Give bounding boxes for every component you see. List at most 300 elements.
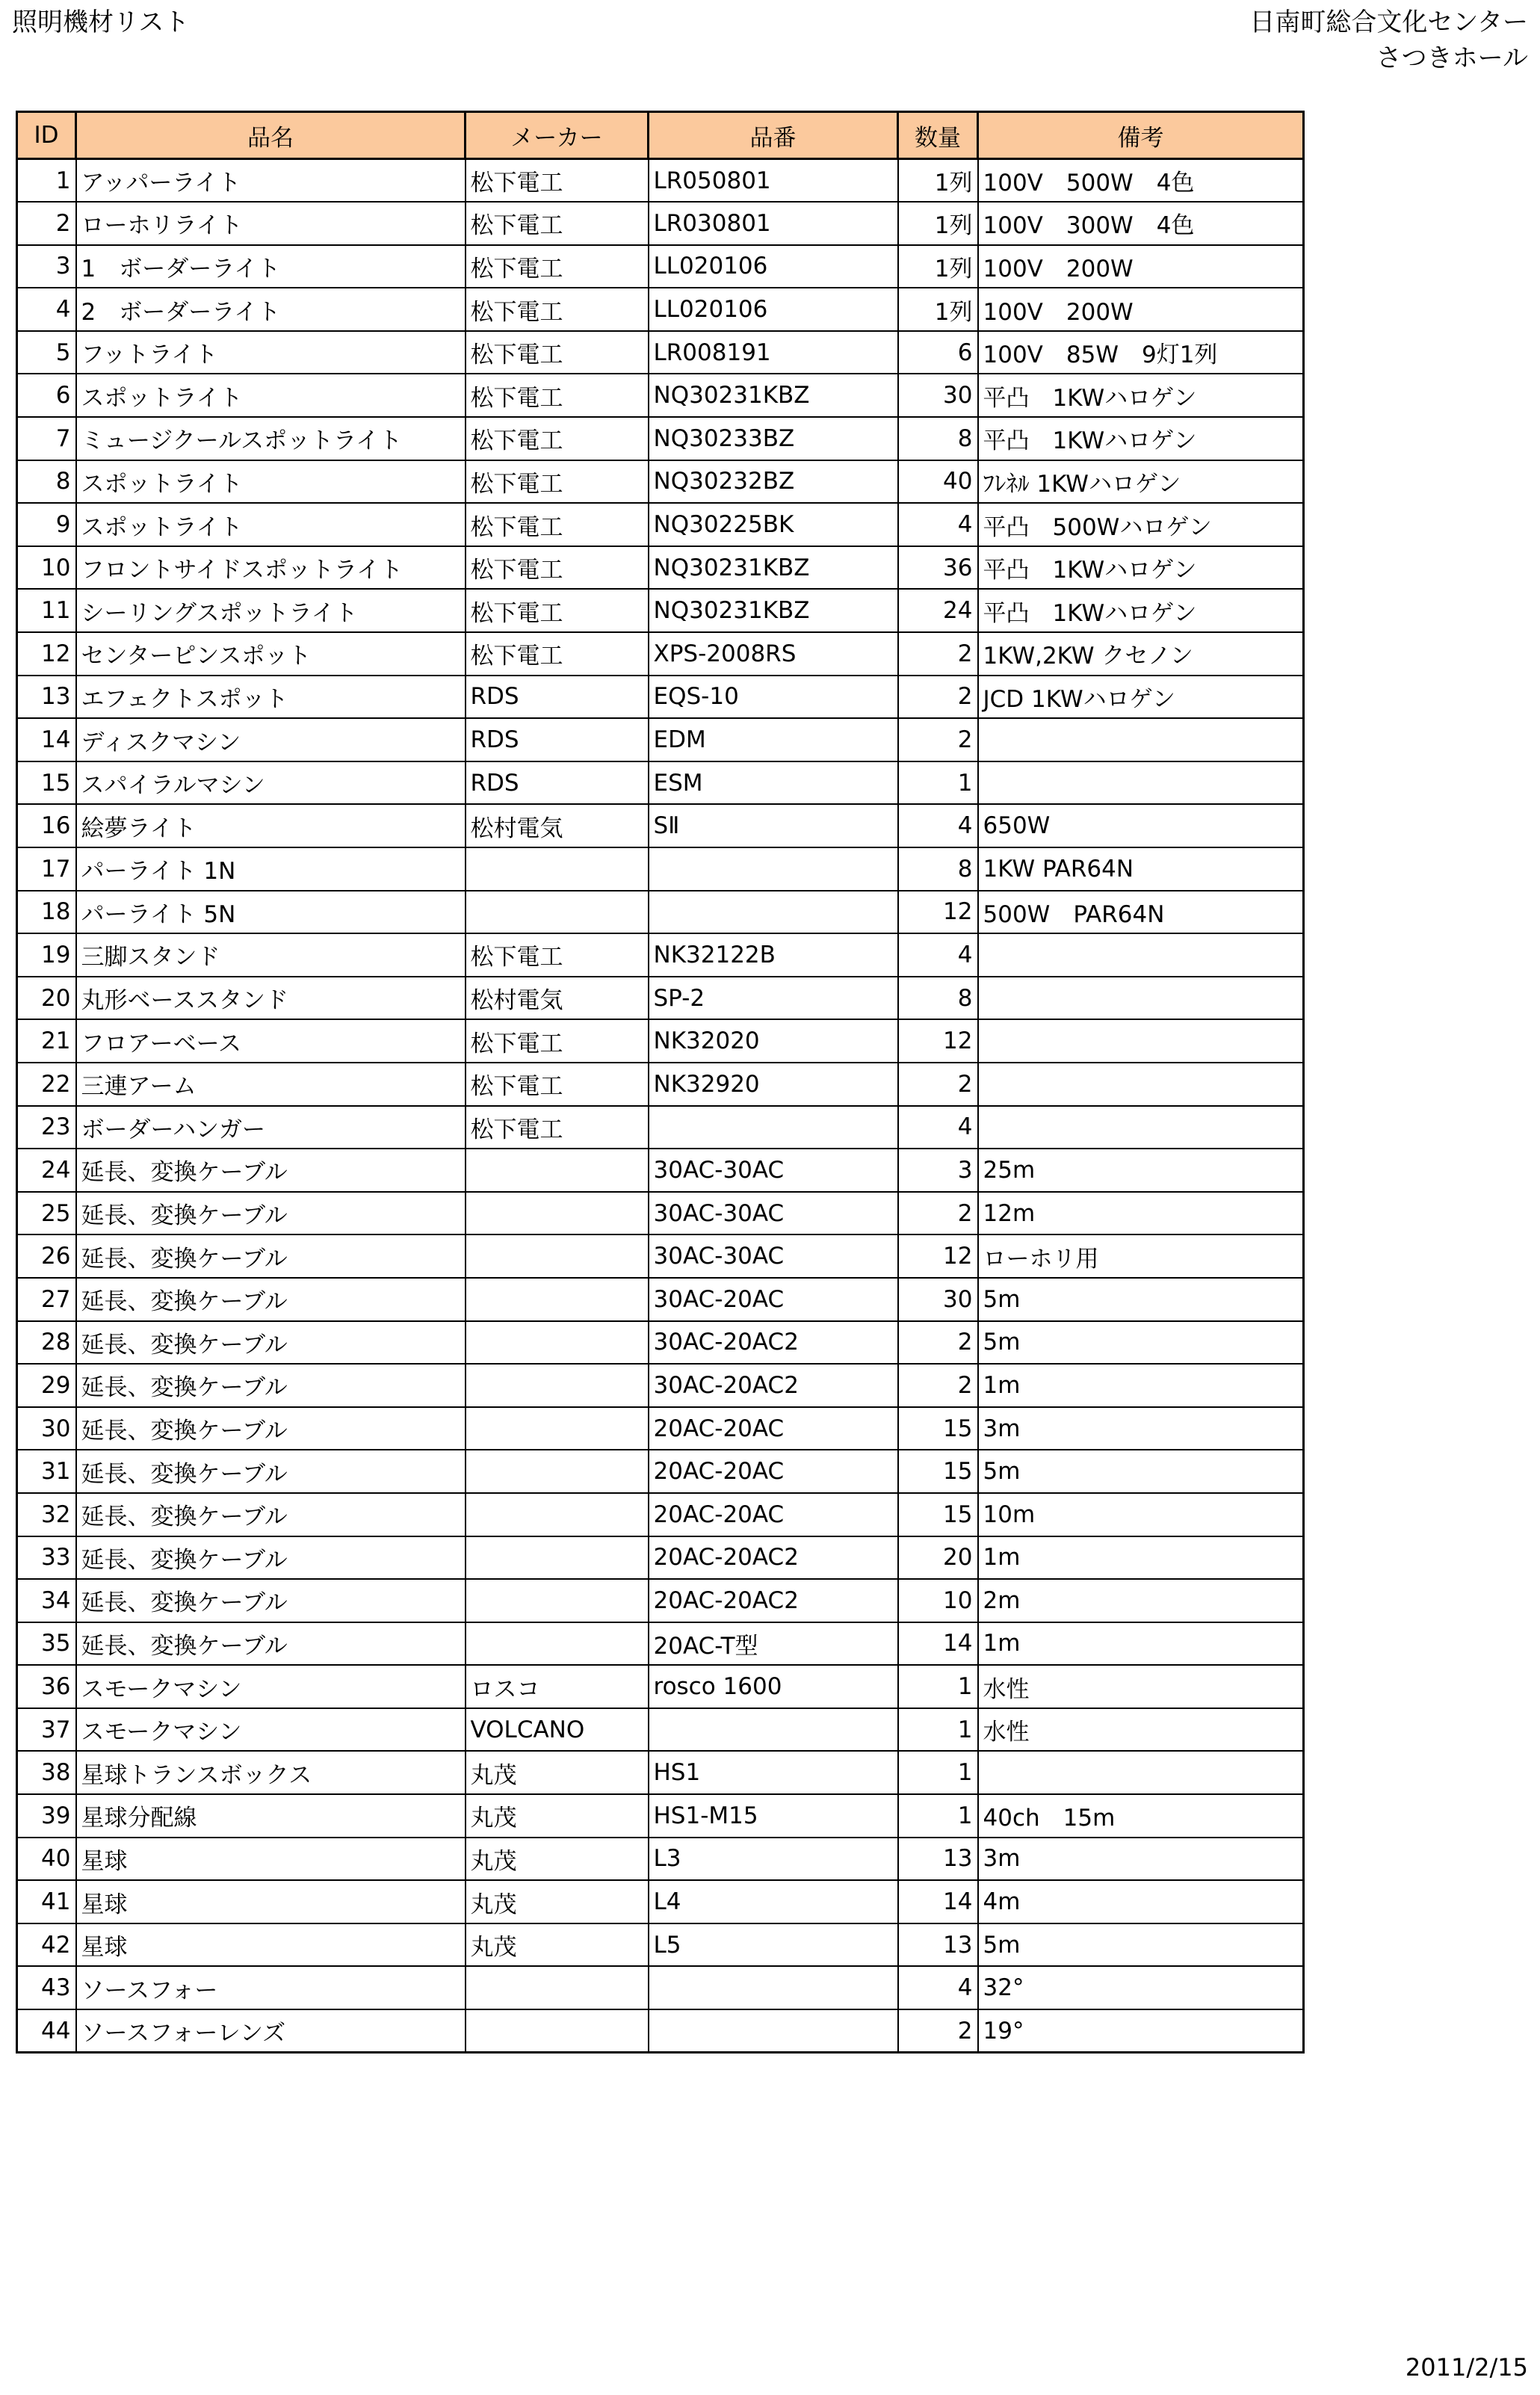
cell-maker xyxy=(466,1966,649,2009)
cell-model: rosco 1600 xyxy=(649,1665,898,1708)
cell-model: NQ30231KBZ xyxy=(649,374,898,417)
venue-name xyxy=(1249,4,1528,76)
cell-notes: 100V 500W 4色 xyxy=(978,159,1304,203)
cell-maker xyxy=(466,891,649,934)
cell-model: 20AC-20AC2 xyxy=(649,1579,898,1622)
cell-maker: 松下電工 xyxy=(466,632,649,676)
cell-id: 18 xyxy=(17,891,76,934)
cell-notes: 1m xyxy=(978,1364,1304,1407)
cell-name: 1 ボーダーライト xyxy=(76,245,466,288)
cell-maker: 松下電工 xyxy=(466,374,649,417)
cell-name: 星球分配線 xyxy=(76,1794,466,1838)
table-row xyxy=(17,1149,1304,1192)
venue-line-2: さつきホール xyxy=(1376,43,1528,73)
cell-quantity: 1 xyxy=(898,1665,978,1708)
column-header-notes: 備考 xyxy=(978,112,1304,159)
cell-notes xyxy=(978,761,1304,805)
cell-notes: JCD 1KWハロゲン xyxy=(978,676,1304,719)
table-row xyxy=(17,546,1304,590)
cell-maker xyxy=(466,1450,649,1493)
cell-model: 30AC-20AC2 xyxy=(649,1364,898,1407)
table-row xyxy=(17,977,1304,1020)
cell-name: 絵夢ライト xyxy=(76,804,466,847)
cell-model: NQ30232BZ xyxy=(649,460,898,504)
table-row xyxy=(17,718,1304,761)
cell-quantity: 2 xyxy=(898,1063,978,1106)
cell-quantity: 8 xyxy=(898,847,978,891)
cell-id: 4 xyxy=(17,288,76,331)
cell-notes: 100V 200W xyxy=(978,245,1304,288)
cell-maker: 松下電工 xyxy=(466,503,649,546)
cell-model: LR050801 xyxy=(649,159,898,203)
table-row xyxy=(17,460,1304,504)
table-row xyxy=(17,847,1304,891)
cell-maker: 松下電工 xyxy=(466,460,649,504)
column-header-name: 品名 xyxy=(76,112,466,159)
cell-notes xyxy=(978,1751,1304,1794)
cell-model xyxy=(649,847,898,891)
table-row xyxy=(17,331,1304,374)
table-row xyxy=(17,417,1304,460)
cell-notes: ﾌﾚﾈﾙ 1KWハロゲン xyxy=(978,460,1304,504)
cell-notes: 1m xyxy=(978,1536,1304,1580)
cell-id: 40 xyxy=(17,1838,76,1881)
cell-notes: 水性 xyxy=(978,1708,1304,1752)
cell-id: 22 xyxy=(17,1063,76,1106)
table-row xyxy=(17,676,1304,719)
cell-notes: 平凸 1KWハロゲン xyxy=(978,417,1304,460)
cell-model: LR008191 xyxy=(649,331,898,374)
cell-notes: 平凸 1KWハロゲン xyxy=(978,374,1304,417)
cell-model: EDM xyxy=(649,718,898,761)
table-row xyxy=(17,503,1304,546)
cell-id: 36 xyxy=(17,1665,76,1708)
cell-quantity: 2 xyxy=(898,676,978,719)
cell-name: 延長、変換ケーブル xyxy=(76,1536,466,1580)
cell-quantity: 4 xyxy=(898,804,978,847)
cell-maker: RDS xyxy=(466,676,649,719)
cell-quantity: 2 xyxy=(898,632,978,676)
cell-name: 延長、変換ケーブル xyxy=(76,1234,466,1278)
cell-notes: 5m xyxy=(978,1278,1304,1321)
cell-name: 星球 xyxy=(76,1838,466,1881)
table-header-row xyxy=(17,112,1304,159)
cell-maker: 松下電工 xyxy=(466,331,649,374)
table-row xyxy=(17,1579,1304,1622)
cell-maker: 松下電工 xyxy=(466,1063,649,1106)
table-row xyxy=(17,1364,1304,1407)
cell-quantity: 6 xyxy=(898,331,978,374)
cell-maker: 松下電工 xyxy=(466,245,649,288)
cell-model xyxy=(649,891,898,934)
cell-model: NQ30231KBZ xyxy=(649,546,898,590)
cell-name: 丸形ベーススタンド xyxy=(76,977,466,1020)
cell-id: 3 xyxy=(17,245,76,288)
cell-model: EQS-10 xyxy=(649,676,898,719)
cell-model: 20AC-20AC xyxy=(649,1407,898,1450)
cell-maker xyxy=(466,1278,649,1321)
cell-id: 6 xyxy=(17,374,76,417)
cell-maker: 松下電工 xyxy=(466,202,649,245)
cell-quantity: 14 xyxy=(898,1622,978,1666)
cell-id: 34 xyxy=(17,1579,76,1622)
cell-notes: ローホリ用 xyxy=(978,1234,1304,1278)
cell-id: 30 xyxy=(17,1407,76,1450)
cell-name: 延長、変換ケーブル xyxy=(76,1192,466,1235)
cell-maker: 松村電気 xyxy=(466,804,649,847)
cell-maker xyxy=(466,847,649,891)
cell-quantity: 12 xyxy=(898,1234,978,1278)
cell-notes: 1m xyxy=(978,1622,1304,1666)
cell-name: ボーダーハンガー xyxy=(76,1106,466,1149)
cell-notes: 10m xyxy=(978,1493,1304,1536)
table-row xyxy=(17,1278,1304,1321)
venue-line-1: 日南町総合文化センター xyxy=(1249,7,1528,37)
cell-name: 延長、変換ケーブル xyxy=(76,1364,466,1407)
table-row xyxy=(17,933,1304,977)
cell-id: 16 xyxy=(17,804,76,847)
cell-id: 19 xyxy=(17,933,76,977)
cell-notes: 平凸 1KWハロゲン xyxy=(978,546,1304,590)
cell-id: 23 xyxy=(17,1106,76,1149)
cell-id: 21 xyxy=(17,1019,76,1063)
table-row xyxy=(17,1536,1304,1580)
cell-notes: 3m xyxy=(978,1407,1304,1450)
cell-model: L4 xyxy=(649,1880,898,1923)
cell-quantity: 10 xyxy=(898,1579,978,1622)
table-row xyxy=(17,1493,1304,1536)
table-row xyxy=(17,1407,1304,1450)
cell-id: 25 xyxy=(17,1192,76,1235)
table-row xyxy=(17,1019,1304,1063)
table-row xyxy=(17,1880,1304,1923)
cell-maker: 丸茂 xyxy=(466,1838,649,1881)
cell-notes xyxy=(978,977,1304,1020)
cell-model: SⅡ xyxy=(649,804,898,847)
table-row xyxy=(17,1923,1304,1967)
cell-quantity: 36 xyxy=(898,546,978,590)
cell-id: 24 xyxy=(17,1149,76,1192)
cell-model: NK32920 xyxy=(649,1063,898,1106)
cell-model: NQ30225BK xyxy=(649,503,898,546)
cell-name: パーライト 5N xyxy=(76,891,466,934)
cell-notes: 32° xyxy=(978,1966,1304,2009)
cell-maker: 松下電工 xyxy=(466,1106,649,1149)
document-title: 照明機材リスト xyxy=(12,7,190,37)
cell-notes: 100V 300W 4色 xyxy=(978,202,1304,245)
cell-model: NK32122B xyxy=(649,933,898,977)
cell-maker: 丸茂 xyxy=(466,1880,649,1923)
cell-name: 延長、変換ケーブル xyxy=(76,1149,466,1192)
cell-maker xyxy=(466,1622,649,1666)
cell-id: 5 xyxy=(17,331,76,374)
footer-date: 2011/2/15 xyxy=(1405,2353,1528,2382)
cell-name: 延長、変換ケーブル xyxy=(76,1622,466,1666)
table-row xyxy=(17,632,1304,676)
table-row xyxy=(17,1321,1304,1365)
cell-quantity: 12 xyxy=(898,1019,978,1063)
cell-name: アッパーライト xyxy=(76,159,466,203)
cell-name: ローホリライト xyxy=(76,202,466,245)
table-row xyxy=(17,891,1304,934)
cell-model: 30AC-30AC xyxy=(649,1234,898,1278)
cell-quantity: 15 xyxy=(898,1407,978,1450)
cell-id: 20 xyxy=(17,977,76,1020)
cell-id: 44 xyxy=(17,2009,76,2053)
table-row xyxy=(17,202,1304,245)
table-body xyxy=(17,159,1304,2053)
cell-quantity: 15 xyxy=(898,1493,978,1536)
cell-quantity: 2 xyxy=(898,1192,978,1235)
cell-name: エフェクトスポット xyxy=(76,676,466,719)
cell-quantity: 2 xyxy=(898,718,978,761)
cell-quantity: 1列 xyxy=(898,288,978,331)
cell-notes xyxy=(978,718,1304,761)
cell-notes: 40ch 15m xyxy=(978,1794,1304,1838)
table-row xyxy=(17,589,1304,632)
cell-model: NQ30233BZ xyxy=(649,417,898,460)
cell-name: 延長、変換ケーブル xyxy=(76,1278,466,1321)
table-row xyxy=(17,761,1304,805)
cell-id: 26 xyxy=(17,1234,76,1278)
cell-id: 11 xyxy=(17,589,76,632)
table-row xyxy=(17,159,1304,203)
cell-notes: 平凸 1KWハロゲン xyxy=(978,589,1304,632)
cell-quantity: 1列 xyxy=(898,159,978,203)
table-row xyxy=(17,1708,1304,1752)
cell-notes: 25m xyxy=(978,1149,1304,1192)
cell-model xyxy=(649,1966,898,2009)
cell-quantity: 3 xyxy=(898,1149,978,1192)
cell-name: シーリングスポットライト xyxy=(76,589,466,632)
cell-notes: 平凸 500Wハロゲン xyxy=(978,503,1304,546)
cell-quantity: 4 xyxy=(898,1966,978,2009)
cell-quantity: 12 xyxy=(898,891,978,934)
cell-name: フロントサイドスポットライト xyxy=(76,546,466,590)
cell-name: 延長、変換ケーブル xyxy=(76,1493,466,1536)
cell-maker: VOLCANO xyxy=(466,1708,649,1752)
cell-maker: 丸茂 xyxy=(466,1923,649,1967)
cell-name: 星球 xyxy=(76,1923,466,1967)
cell-quantity: 1列 xyxy=(898,202,978,245)
cell-id: 33 xyxy=(17,1536,76,1580)
cell-id: 12 xyxy=(17,632,76,676)
cell-maker: 松村電気 xyxy=(466,977,649,1020)
cell-name: ソースフォーレンズ xyxy=(76,2009,466,2053)
cell-maker xyxy=(466,1364,649,1407)
cell-id: 41 xyxy=(17,1880,76,1923)
cell-notes: 1KW PAR64N xyxy=(978,847,1304,891)
cell-maker xyxy=(466,1407,649,1450)
cell-maker: 丸茂 xyxy=(466,1751,649,1794)
cell-notes: 500W PAR64N xyxy=(978,891,1304,934)
table-row xyxy=(17,1622,1304,1666)
cell-name: スポットライト xyxy=(76,374,466,417)
cell-id: 35 xyxy=(17,1622,76,1666)
cell-quantity: 4 xyxy=(898,933,978,977)
cell-maker: 松下電工 xyxy=(466,1019,649,1063)
table-row xyxy=(17,1838,1304,1881)
cell-id: 10 xyxy=(17,546,76,590)
cell-id: 13 xyxy=(17,676,76,719)
cell-name: スパイラルマシン xyxy=(76,761,466,805)
table-row xyxy=(17,1665,1304,1708)
column-header-model: 品番 xyxy=(649,112,898,159)
table-row xyxy=(17,1192,1304,1235)
cell-id: 39 xyxy=(17,1794,76,1838)
cell-id: 17 xyxy=(17,847,76,891)
cell-maker xyxy=(466,1149,649,1192)
column-header-quantity: 数量 xyxy=(898,112,978,159)
cell-maker: 松下電工 xyxy=(466,933,649,977)
table-row xyxy=(17,1751,1304,1794)
cell-notes xyxy=(978,933,1304,977)
cell-notes xyxy=(978,1106,1304,1149)
cell-name: フロアーベース xyxy=(76,1019,466,1063)
cell-model: 20AC-20AC xyxy=(649,1450,898,1493)
cell-model: L3 xyxy=(649,1838,898,1881)
cell-name: スモークマシン xyxy=(76,1708,466,1752)
cell-id: 42 xyxy=(17,1923,76,1967)
cell-quantity: 24 xyxy=(898,589,978,632)
cell-name: 延長、変換ケーブル xyxy=(76,1407,466,1450)
cell-notes: 19° xyxy=(978,2009,1304,2053)
cell-name: フットライト xyxy=(76,331,466,374)
cell-quantity: 13 xyxy=(898,1923,978,1967)
cell-model: XPS-2008RS xyxy=(649,632,898,676)
cell-maker: RDS xyxy=(466,761,649,805)
cell-notes: 4m xyxy=(978,1880,1304,1923)
cell-name: ディスクマシン xyxy=(76,718,466,761)
table-row xyxy=(17,1966,1304,2009)
cell-id: 14 xyxy=(17,718,76,761)
cell-quantity: 14 xyxy=(898,1880,978,1923)
cell-maker xyxy=(466,2009,649,2053)
cell-id: 37 xyxy=(17,1708,76,1752)
cell-quantity: 2 xyxy=(898,1321,978,1365)
cell-model: 30AC-30AC xyxy=(649,1149,898,1192)
cell-quantity: 4 xyxy=(898,503,978,546)
cell-notes: 100V 85W 9灯1列 xyxy=(978,331,1304,374)
cell-maker: 松下電工 xyxy=(466,589,649,632)
cell-id: 7 xyxy=(17,417,76,460)
cell-name: 2 ボーダーライト xyxy=(76,288,466,331)
cell-model: NK32020 xyxy=(649,1019,898,1063)
table-row xyxy=(17,2009,1304,2053)
cell-id: 38 xyxy=(17,1751,76,1794)
cell-id: 29 xyxy=(17,1364,76,1407)
cell-model: LL020106 xyxy=(649,245,898,288)
cell-name: 星球トランスボックス xyxy=(76,1751,466,1794)
cell-name: センターピンスポット xyxy=(76,632,466,676)
cell-maker: 松下電工 xyxy=(466,159,649,203)
cell-maker: ロスコ xyxy=(466,1665,649,1708)
cell-quantity: 40 xyxy=(898,460,978,504)
cell-model: L5 xyxy=(649,1923,898,1967)
cell-model: LR030801 xyxy=(649,202,898,245)
table-row xyxy=(17,1450,1304,1493)
column-header-maker: メーカー xyxy=(466,112,649,159)
cell-model: HS1 xyxy=(649,1751,898,1794)
cell-id: 28 xyxy=(17,1321,76,1365)
cell-name: 延長、変換ケーブル xyxy=(76,1450,466,1493)
cell-notes: 12m xyxy=(978,1192,1304,1235)
cell-id: 1 xyxy=(17,159,76,203)
cell-quantity: 2 xyxy=(898,1364,978,1407)
cell-model: SP-2 xyxy=(649,977,898,1020)
cell-maker: 松下電工 xyxy=(466,546,649,590)
cell-notes: 5m xyxy=(978,1321,1304,1365)
cell-model: 30AC-20AC2 xyxy=(649,1321,898,1365)
cell-id: 27 xyxy=(17,1278,76,1321)
cell-maker xyxy=(466,1321,649,1365)
cell-id: 15 xyxy=(17,761,76,805)
cell-maker: 丸茂 xyxy=(466,1794,649,1838)
cell-notes xyxy=(978,1019,1304,1063)
cell-quantity: 4 xyxy=(898,1106,978,1149)
cell-model: ESM xyxy=(649,761,898,805)
cell-notes: 5m xyxy=(978,1450,1304,1493)
cell-name: 星球 xyxy=(76,1880,466,1923)
equipment-table xyxy=(16,111,1305,2053)
cell-model: HS1-M15 xyxy=(649,1794,898,1838)
cell-name: スポットライト xyxy=(76,503,466,546)
cell-notes: 1KW,2KW クセノン xyxy=(978,632,1304,676)
cell-quantity: 8 xyxy=(898,417,978,460)
cell-name: 三脚スタンド xyxy=(76,933,466,977)
cell-model: 30AC-20AC xyxy=(649,1278,898,1321)
cell-name: 三連アーム xyxy=(76,1063,466,1106)
cell-name: スモークマシン xyxy=(76,1665,466,1708)
cell-maker xyxy=(466,1192,649,1235)
cell-model: 20AC-20AC2 xyxy=(649,1536,898,1580)
cell-quantity: 1 xyxy=(898,761,978,805)
cell-model xyxy=(649,2009,898,2053)
cell-quantity: 30 xyxy=(898,374,978,417)
cell-maker: RDS xyxy=(466,718,649,761)
cell-notes: 100V 200W xyxy=(978,288,1304,331)
table-row xyxy=(17,245,1304,288)
cell-quantity: 30 xyxy=(898,1278,978,1321)
cell-name: 延長、変換ケーブル xyxy=(76,1321,466,1365)
cell-notes: 2m xyxy=(978,1579,1304,1622)
cell-id: 2 xyxy=(17,202,76,245)
table-row xyxy=(17,1234,1304,1278)
table-row xyxy=(17,1794,1304,1838)
cell-model xyxy=(649,1708,898,1752)
cell-model: 30AC-30AC xyxy=(649,1192,898,1235)
cell-model: NQ30231KBZ xyxy=(649,589,898,632)
cell-quantity: 1列 xyxy=(898,245,978,288)
column-header-id: ID xyxy=(17,112,76,159)
cell-notes xyxy=(978,1063,1304,1106)
cell-quantity: 15 xyxy=(898,1450,978,1493)
cell-name: ソースフォー xyxy=(76,1966,466,2009)
cell-id: 43 xyxy=(17,1966,76,2009)
table-row xyxy=(17,1063,1304,1106)
cell-notes: 3m xyxy=(978,1838,1304,1881)
cell-quantity: 8 xyxy=(898,977,978,1020)
cell-name: スポットライト xyxy=(76,460,466,504)
cell-quantity: 1 xyxy=(898,1794,978,1838)
cell-name: ミュージクールスポットライト xyxy=(76,417,466,460)
cell-model xyxy=(649,1106,898,1149)
cell-id: 31 xyxy=(17,1450,76,1493)
cell-quantity: 13 xyxy=(898,1838,978,1881)
cell-model: 20AC-T型 xyxy=(649,1622,898,1666)
table-row xyxy=(17,1106,1304,1149)
cell-model: LL020106 xyxy=(649,288,898,331)
